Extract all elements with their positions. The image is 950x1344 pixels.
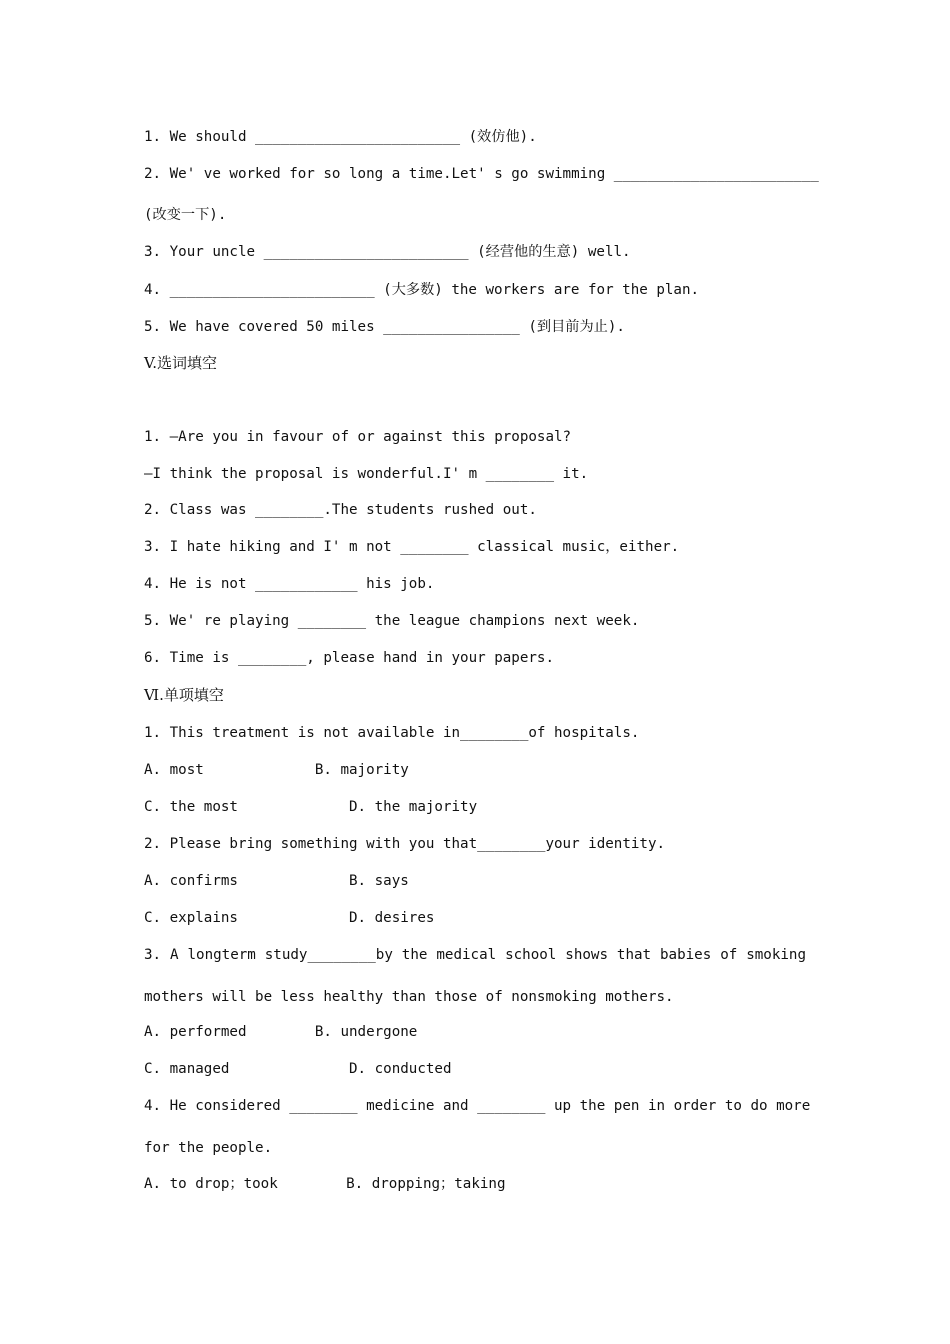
option-line: A. confirms B. says [144, 873, 409, 889]
question-line: (改变一下). [144, 207, 227, 223]
question-line: 1. —Are you in favour of or against this proposal? [144, 429, 572, 445]
question-line: 5. We' re playing ________ the league champions next week. [144, 613, 640, 629]
option-line: C. managed D. conducted [144, 1061, 452, 1077]
question-line: 5. We have covered 50 miles ________________ (到目前为止). [144, 319, 625, 335]
option-line: A. most B. majority [144, 762, 409, 778]
question-line: —I think the proposal is wonderful.I' m ________ it. [144, 466, 589, 482]
question-line: 4. He considered ________ medicine and ________ up the pen in order to do more [144, 1098, 811, 1114]
question-line: for the people. [144, 1140, 273, 1156]
option-line: A. to drop；took B. dropping；taking [144, 1176, 506, 1192]
question-line: 2. We' ve worked for so long a time.Let' s go swimming ________________________ [144, 166, 819, 182]
question-line: 3. Your uncle ________________________ (经营他的生意) well. [144, 244, 631, 260]
question-line: 4. ________________________ (大多数) the workers are for the plan. [144, 282, 700, 298]
section-heading: Ⅵ.单项填空 [144, 686, 224, 704]
question-line: 1. This treatment is not available in________of hospitals. [144, 725, 640, 741]
question-line: mothers will be less healthy than those of nonsmoking mothers. [144, 989, 674, 1005]
question-line: 4. He is not ____________ his job. [144, 576, 435, 592]
question-line: 1. We should ________________________ (效仿他). [144, 129, 537, 145]
question-line: 2. Please bring something with you that________your identity. [144, 836, 666, 852]
section-heading: V.选词填空 [144, 354, 217, 372]
option-line: C. explains D. desires [144, 910, 435, 926]
question-line: 3. I hate hiking and I' m not ________ classical music，either. [144, 539, 680, 555]
option-line: A. performed B. undergone [144, 1024, 418, 1040]
question-line: 3. A longterm study________by the medical school shows that babies of smoking [144, 947, 806, 963]
question-line: 6. Time is ________, please hand in your papers. [144, 650, 554, 666]
question-line: 2. Class was ________.The students rushed out. [144, 502, 537, 518]
option-line: C. the most D. the majority [144, 799, 478, 815]
